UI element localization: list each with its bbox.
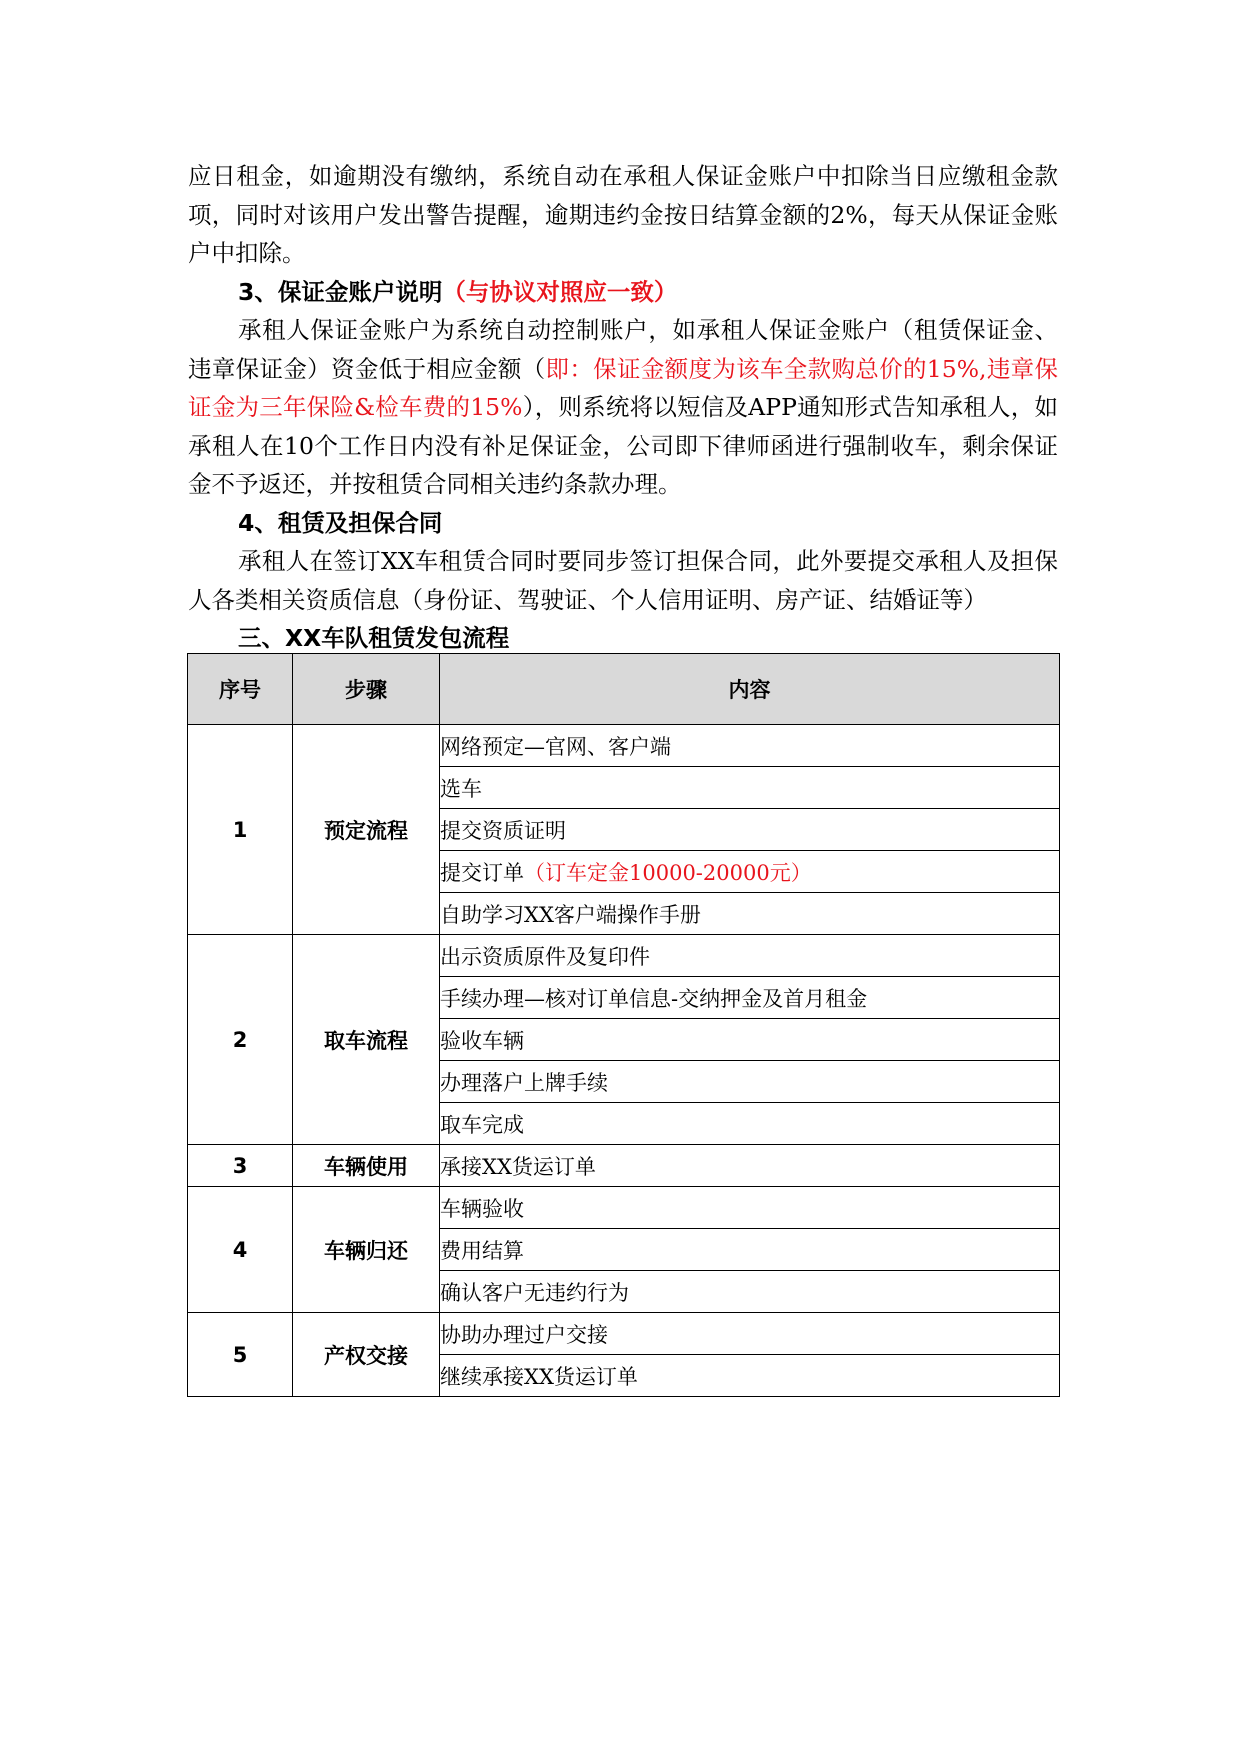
step-number: 4 — [188, 1187, 293, 1313]
content-cell — [440, 1271, 1060, 1313]
header-step: 步骤 — [293, 654, 440, 725]
text-body — [188, 157, 1058, 658]
content-text: 提交订单 — [440, 860, 524, 885]
step-name: 车辆归还 — [293, 1187, 440, 1313]
step-name: 产权交接 — [293, 1313, 440, 1397]
content-text: 提交资质证明 — [440, 818, 566, 843]
step-number: 3 — [188, 1145, 293, 1187]
table-row — [188, 1313, 1060, 1355]
section3-heading — [188, 273, 1058, 312]
content-text: 取车完成 — [440, 1112, 524, 1137]
content-text: 车辆验收 — [440, 1196, 524, 1221]
content-text: 手续办理—核对订单信息-交纳押金及首月租金 — [440, 986, 868, 1011]
section3-paragraph — [188, 311, 1058, 504]
content-text: 出示资质原件及复印件 — [440, 944, 650, 969]
step-name: 预定流程 — [293, 725, 440, 935]
content-cell — [440, 851, 1060, 893]
content-text: 自助学习XX客户端操作手册 — [440, 902, 701, 927]
part3-heading: 三、XX车队租赁发包流程 — [238, 624, 510, 652]
content-text: 验收车辆 — [440, 1028, 524, 1053]
section4-heading: 4、租赁及担保合同 — [238, 508, 443, 537]
table-row — [188, 1187, 1060, 1229]
table-body — [188, 725, 1060, 1397]
table-row — [188, 1145, 1060, 1187]
content-cell — [440, 809, 1060, 851]
section3-body-red: 即：保证金额度为该车全款购总价的15%,违章保证金为三年保险&检车费的15% — [188, 354, 1058, 421]
content-text: 继续承接XX货运订单 — [440, 1364, 638, 1389]
table-header-row — [188, 654, 1060, 725]
intro-paragraph: 应日租金，如逾期没有缴纳，系统自动在承租人保证金账户中扣除当日应缴租金款项，同时对该用户发出警告提醒，逾期违约金按日结算金额的2%，每天从保证金账户中扣除。 — [188, 162, 1058, 267]
content-cell — [440, 893, 1060, 935]
content-cell — [440, 1061, 1060, 1103]
content-cell — [440, 725, 1060, 767]
section3-heading-note: （与协议对照应一致） — [442, 277, 678, 306]
step-number: 2 — [188, 935, 293, 1145]
header-content: 内容 — [440, 654, 1060, 725]
step-name: 取车流程 — [293, 935, 440, 1145]
step-number: 1 — [188, 725, 293, 935]
section4-paragraph: 承租人在签订XX车租赁合同时要同步签订担保合同，此外要提交承租人及担保人各类相关资质信息（身份证、驾驶证、个人信用证明、房产证、结婚证等） — [188, 547, 1058, 614]
content-cell — [440, 1355, 1060, 1397]
content-cell — [440, 767, 1060, 809]
table-row — [188, 935, 1060, 977]
content-text: 办理落户上牌手续 — [440, 1070, 608, 1095]
content-cell — [440, 1103, 1060, 1145]
content-text: 确认客户无违约行为 — [440, 1280, 629, 1305]
section3-body-after: ），则系统将以短信及APP通知形式告知承租人，如承租人在10个工作日内没有补足保证金，公司即下律师函进行强制收车，剩余保证金不予返还，并按租赁合同相关违约条款办理。 — [188, 393, 1058, 498]
content-text: 费用结算 — [440, 1238, 524, 1263]
content-cell — [440, 977, 1060, 1019]
content-cell — [440, 1229, 1060, 1271]
content-text: 网络预定—官网、客户端 — [440, 734, 671, 759]
content-cell — [440, 1145, 1060, 1187]
section3-heading-text: 3、保证金账户说明 — [238, 277, 443, 306]
content-text: 协助办理过户交接 — [440, 1322, 608, 1347]
header-seq: 序号 — [188, 654, 293, 725]
content-note: （订车定金10000-20000元） — [524, 860, 812, 885]
table-row — [188, 725, 1060, 767]
step-number: 5 — [188, 1313, 293, 1397]
content-cell — [440, 1313, 1060, 1355]
content-text: 承接XX货运订单 — [440, 1154, 596, 1179]
content-text: 选车 — [440, 776, 482, 801]
content-cell — [440, 935, 1060, 977]
content-cell — [440, 1019, 1060, 1061]
content-cell — [440, 1187, 1060, 1229]
step-name: 车辆使用 — [293, 1145, 440, 1187]
section3-body-before: 承租人保证金账户为系统自动控制账户，如承租人保证金账户（租赁保证金、违章保证金）资金低于相应金额（ — [188, 316, 1058, 383]
flow-table — [187, 653, 1060, 1397]
